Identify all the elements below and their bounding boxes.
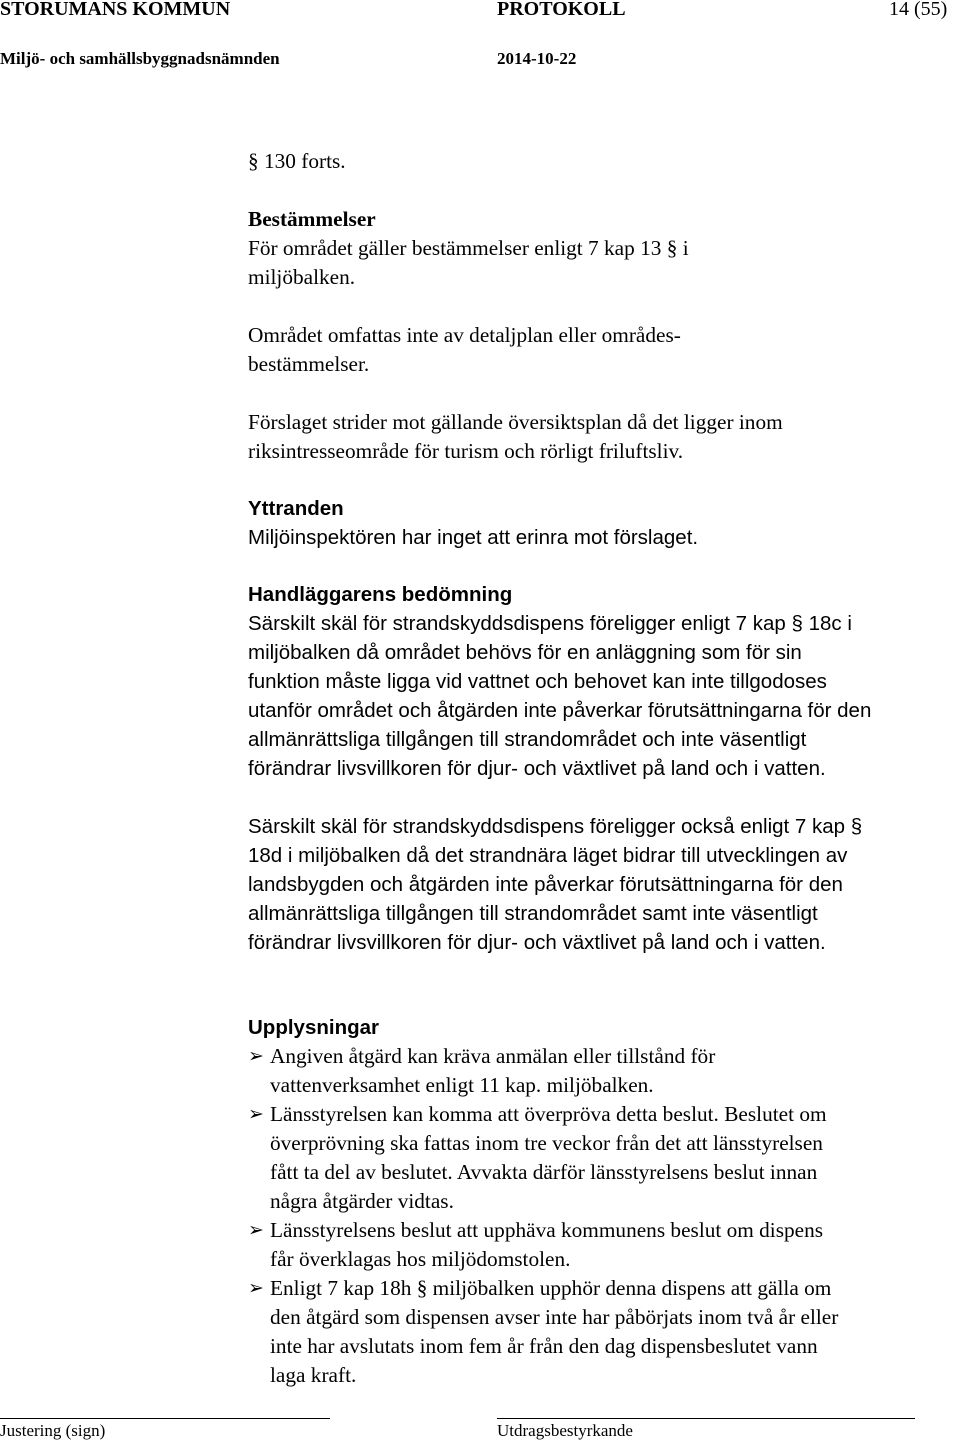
paragraph-line: Särskilt skäl för strandskyddsdispens föreligger enligt 7 kap § 18c i: [248, 612, 852, 635]
bedomning-section: [248, 580, 948, 783]
arrow-bullet-icon: ➢: [248, 1277, 264, 1299]
list-item-line: några åtgärder vidtas.: [270, 1189, 454, 1213]
page-number: 14 (55): [889, 0, 948, 20]
paragraph-line: allmänrättsliga tillgången till strandområdet samt inte väsentligt: [248, 902, 818, 925]
upplysningar-section: [248, 1013, 948, 1042]
paragraph-line: Förslaget strider mot gällande översiktsplan då det ligger inom: [248, 410, 783, 434]
organization-name: STORUMANS KOMMUN: [0, 0, 231, 20]
list-item-line: får överklagas hos miljödomstolen.: [270, 1247, 571, 1271]
paragraph-line: Miljöinspektören har inget att erinra mot förslaget.: [248, 526, 699, 549]
paragraph-line: förändrar livsvillkoren för djur- och växtlivet på land och i vatten.: [248, 757, 826, 780]
yttranden-heading: Yttranden: [248, 497, 344, 520]
bedomning-heading: Handläggarens bedömning: [248, 583, 513, 606]
paragraph-line: miljöbalken.: [248, 265, 356, 289]
list-item-line: laga kraft.: [270, 1363, 357, 1387]
sarskilt-skal-paragraph: [248, 812, 948, 957]
list-item: [248, 1042, 948, 1100]
list-item-line: Länsstyrelsen kan komma att överpröva detta beslut. Beslutet om: [270, 1102, 827, 1126]
paragraph-line: Området omfattas inte av detaljplan eller områdes-: [248, 323, 681, 347]
paragraph-line: miljöbalken då området behövs för en anläggning som för sin: [248, 641, 802, 664]
paragraph-line: Särskilt skäl för strandskyddsdispens föreligger också enligt 7 kap §: [248, 815, 863, 838]
bestammelser-section: [248, 205, 948, 292]
upplysningar-list: [248, 1042, 948, 1390]
list-item: [248, 1216, 948, 1274]
arrow-bullet-icon: ➢: [248, 1219, 264, 1241]
arrow-bullet-icon: ➢: [248, 1045, 264, 1067]
signature-rule-left: [0, 1418, 330, 1419]
list-item-line: den åtgärd som dispensen avser inte har påbörjats inom två år eller: [270, 1305, 839, 1329]
upplysningar-heading: Upplysningar: [248, 1016, 379, 1039]
paragraph-line: landsbygden och åtgärden inte påverkar förutsättningarna för den: [248, 873, 843, 896]
detaljplan-paragraph: [248, 321, 948, 379]
list-item-line: Angiven åtgärd kan kräva anmälan eller tillstånd för: [270, 1044, 716, 1068]
bestammelser-heading: Bestämmelser: [248, 207, 376, 231]
list-item: [248, 1274, 948, 1390]
section-number-text: § 130 forts.: [248, 149, 346, 173]
forslaget-paragraph: [248, 408, 948, 466]
meeting-date: 2014-10-22: [497, 49, 577, 68]
signature-rule-right: [497, 1418, 915, 1419]
paragraph-line: funktion måste ligga vid vattnet och behovet kan inte tillgodoses: [248, 670, 827, 693]
list-item-line: Länsstyrelsens beslut att upphäva kommunens beslut om dispens: [270, 1218, 824, 1242]
list-item-line: fått ta del av beslutet. Avvakta därför länsstyrelsens beslut innan: [270, 1160, 818, 1184]
document-type: PROTOKOLL: [497, 0, 626, 20]
list-item-line: Enligt 7 kap 18h § miljöbalken upphör denna dispens att gälla om: [270, 1276, 832, 1300]
paragraph-line: För området gäller bestämmelser enligt 7 kap 13 § i: [248, 236, 689, 260]
list-item-line: vattenverksamhet enligt 11 kap. miljöbalken.: [270, 1073, 654, 1097]
utdragsbestyrkande-label: Utdragsbestyrkande: [497, 1421, 633, 1440]
paragraph-line: utanför området och åtgärden inte påverkar förutsättningarna för den: [248, 699, 872, 722]
section-number: [248, 147, 948, 176]
list-item: [248, 1100, 948, 1216]
justering-label: Justering (sign): [0, 1421, 106, 1440]
paragraph-line: bestämmelser.: [248, 352, 370, 376]
paragraph-line: allmänrättsliga tillgången till strandområdet och inte väsentligt: [248, 728, 807, 751]
paragraph-line: förändrar livsvillkoren för djur- och växtlivet på land och i vatten.: [248, 931, 826, 954]
paragraph-line: riksintresseområde för turism och rörligt friluftsliv.: [248, 439, 684, 463]
committee-name: Miljö- och samhällsbyggnadsnämnden: [0, 49, 280, 68]
paragraph-line: 18d i miljöbalken då det strandnära läget bidrar till utvecklingen av: [248, 844, 848, 867]
arrow-bullet-icon: ➢: [248, 1103, 264, 1125]
list-item-line: överprövning ska fattas inom tre veckor från det att länsstyrelsen: [270, 1131, 823, 1155]
list-item-line: inte har avslutats inom fem år från den dag dispensbeslutet vann: [270, 1334, 818, 1358]
yttranden-section: [248, 494, 948, 552]
